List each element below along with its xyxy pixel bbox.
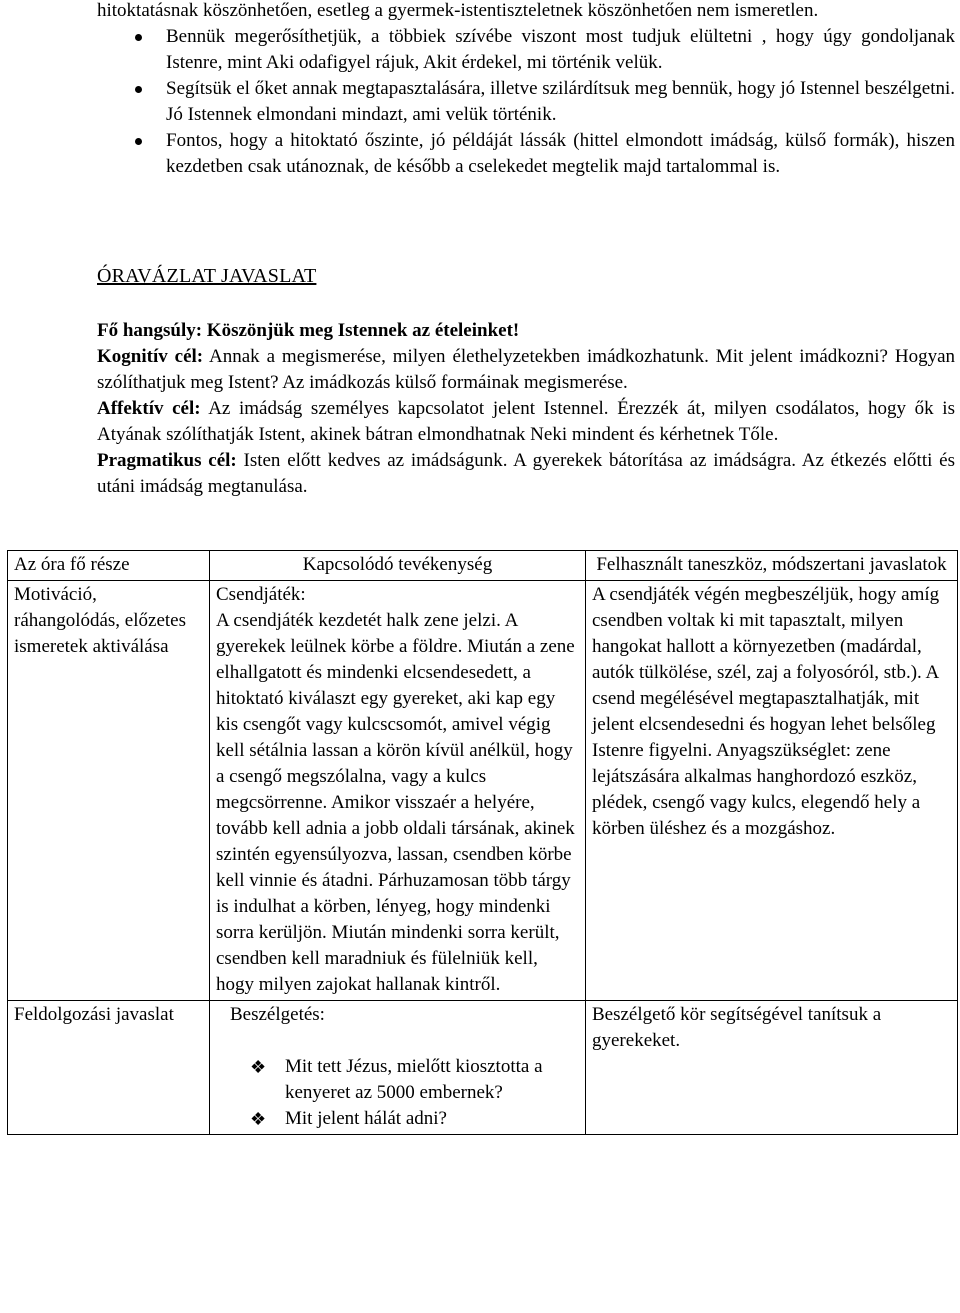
header-part: Az óra fő része: [8, 551, 210, 581]
row1-tools: A csendjáték végén megbeszéljük, hogy amíg csendben voltak ki mit tapasztalt, milyen hangokat hallott a környezetben (madárdal, autók tülkölése, szél, zaj a folyosóról, stb.). A csend megélésével megtapasztalhatják, mit jelent elcsendesedni és hogyan lehet belsőleg Istenre figyelni. Anyagszükséglet: zene lejátszására alkalmas hanghordozó eszköz, plédek, csengő vagy kulcs, elegendő hely a körben üléshez és a mozgáshoz.: [586, 581, 958, 1001]
cognitive-goal: [97, 344, 955, 396]
bullet-dot-icon: [135, 34, 142, 41]
row2-tools: Beszélgető kör segítségével tanítsuk a gyerekeket.: [586, 1001, 958, 1135]
row1-part: Motiváció, ráhangolódás, előzetes ismeretek aktiválása: [8, 581, 210, 1001]
question-text: Mit jelent hálát adni?: [285, 1108, 447, 1129]
bullet-dot-icon: [135, 86, 142, 93]
pragmatic-goal: [97, 448, 955, 500]
table-row: [8, 1001, 958, 1135]
row1-activity-text: A csendjáték kezdetét halk zene jelzi. A gyerekek leülnek körbe a földre. Miután a zene elhallgatott és mindenki elcsendesedett, a hitoktató kiválaszt egy gyereket, aki kap egy kis csengőt vagy kulcscsomót, amivel végig kell sétálnia lassan a körön kívül anélkül, hogy a csengő megszólalna, vagy a kulcs megcsörrenne. Amikor visszaér a helyére, tovább kell adnia a jobb oldali társának, akinek szintén egyensúlyozva, lassan, csendben körbe kell vinnie és átadni. Párhuzamosan több tárgy is indulhat a körben, lényeg, hogy mindenki sorra kerüljön. Miután mindenki sorra került, csendben kell maradniuk és fülelniük kell, hogy milyen zajokat hallanak kintről.: [216, 610, 575, 995]
intro-bullet-text: Segítsük el őket annak megtapasztalására, illetve szilárdítsuk meg bennük, hogy jó Istennel beszélgetni. Jó Istennek elmondani mindazt, ami velük történik.: [166, 78, 955, 125]
table-header-row: [8, 551, 958, 581]
intro-bullet: [97, 76, 955, 128]
affective-label: Affektív cél:: [97, 398, 201, 419]
intro-continuation: hitoktatásnak köszönhetően, esetleg a gyermek-istentiszteletnek köszönhetően nem ismeretlen.: [97, 0, 819, 21]
question-list: [216, 1054, 579, 1132]
header-tools: Felhasznált taneszköz, módszertani javaslatok: [586, 551, 958, 581]
row2-activity: [210, 1001, 586, 1135]
section-title: ÓRAVÁZLAT JAVASLAT: [97, 265, 317, 287]
pragmatic-label: Pragmatikus cél:: [97, 450, 237, 471]
affective-goal: [97, 396, 955, 448]
table-row: [8, 581, 958, 1001]
intro-bullet-list: [97, 24, 955, 180]
goals-section: [97, 318, 955, 500]
intro-bullet: [97, 128, 955, 180]
diamond-bullet-icon: ❖: [250, 1057, 267, 1077]
intro-bullet: [97, 24, 955, 76]
affective-text: Az imádság személyes kapcsolatot jelent Istennel. Érezzék át, milyen csodálatos, hogy ők is Atyának szólíthatják Istent, akinek bátran elmondhatnak Neki mindent és kérhetnek Tőle.: [97, 398, 955, 445]
row1-activity-title: Csendjáték:: [216, 584, 306, 605]
bullet-dot-icon: [135, 138, 142, 145]
question-text: Mit tett Jézus, mielőtt kiosztotta a kenyeret az 5000 embernek?: [285, 1056, 543, 1103]
row1-activity: [210, 581, 586, 1001]
header-activity: Kapcsolódó tevékenység: [210, 551, 586, 581]
intro-section: [97, 0, 955, 180]
cognitive-label: Kognitív cél:: [97, 346, 204, 367]
pragmatic-text: Isten előtt kedves az imádságunk. A gyerekek bátorítása az imádságra. Az étkezés előtti és utáni imádság megtanulása.: [97, 450, 955, 497]
question-item: [216, 1106, 579, 1132]
question-item: [216, 1054, 579, 1106]
row2-part: Feldolgozási javaslat: [8, 1001, 210, 1135]
intro-bullet-text: Fontos, hogy a hitoktató őszinte, jó példáját lássák (hittel elmondott imádság, külső formák), hiszen kezdetben csak utánoznak, de később a cselekedet megtelik majd tartalommal is.: [166, 130, 955, 177]
diamond-bullet-icon: ❖: [250, 1109, 267, 1129]
cognitive-text: Annak a megismerése, milyen élethelyzetekben imádkozhatunk. Mit jelent imádkozni? Hogyan szólíthatjuk meg Istent? Az imádkozás külső formáinak megismerése.: [97, 346, 956, 393]
focus-line: Fő hangsúly: Köszönjük meg Istennek az ételeinket!: [97, 320, 520, 341]
row2-activity-title: Beszélgetés:: [230, 1004, 325, 1025]
intro-bullet-text: Bennük megerősíthetjük, a többiek szívébe viszont most tudjuk elültetni , hogy úgy gondoljanak Istenre, mint Aki odafigyel rájuk, Akit érdekel, mi történik velük.: [166, 26, 955, 73]
lesson-plan-table: [7, 550, 958, 1135]
